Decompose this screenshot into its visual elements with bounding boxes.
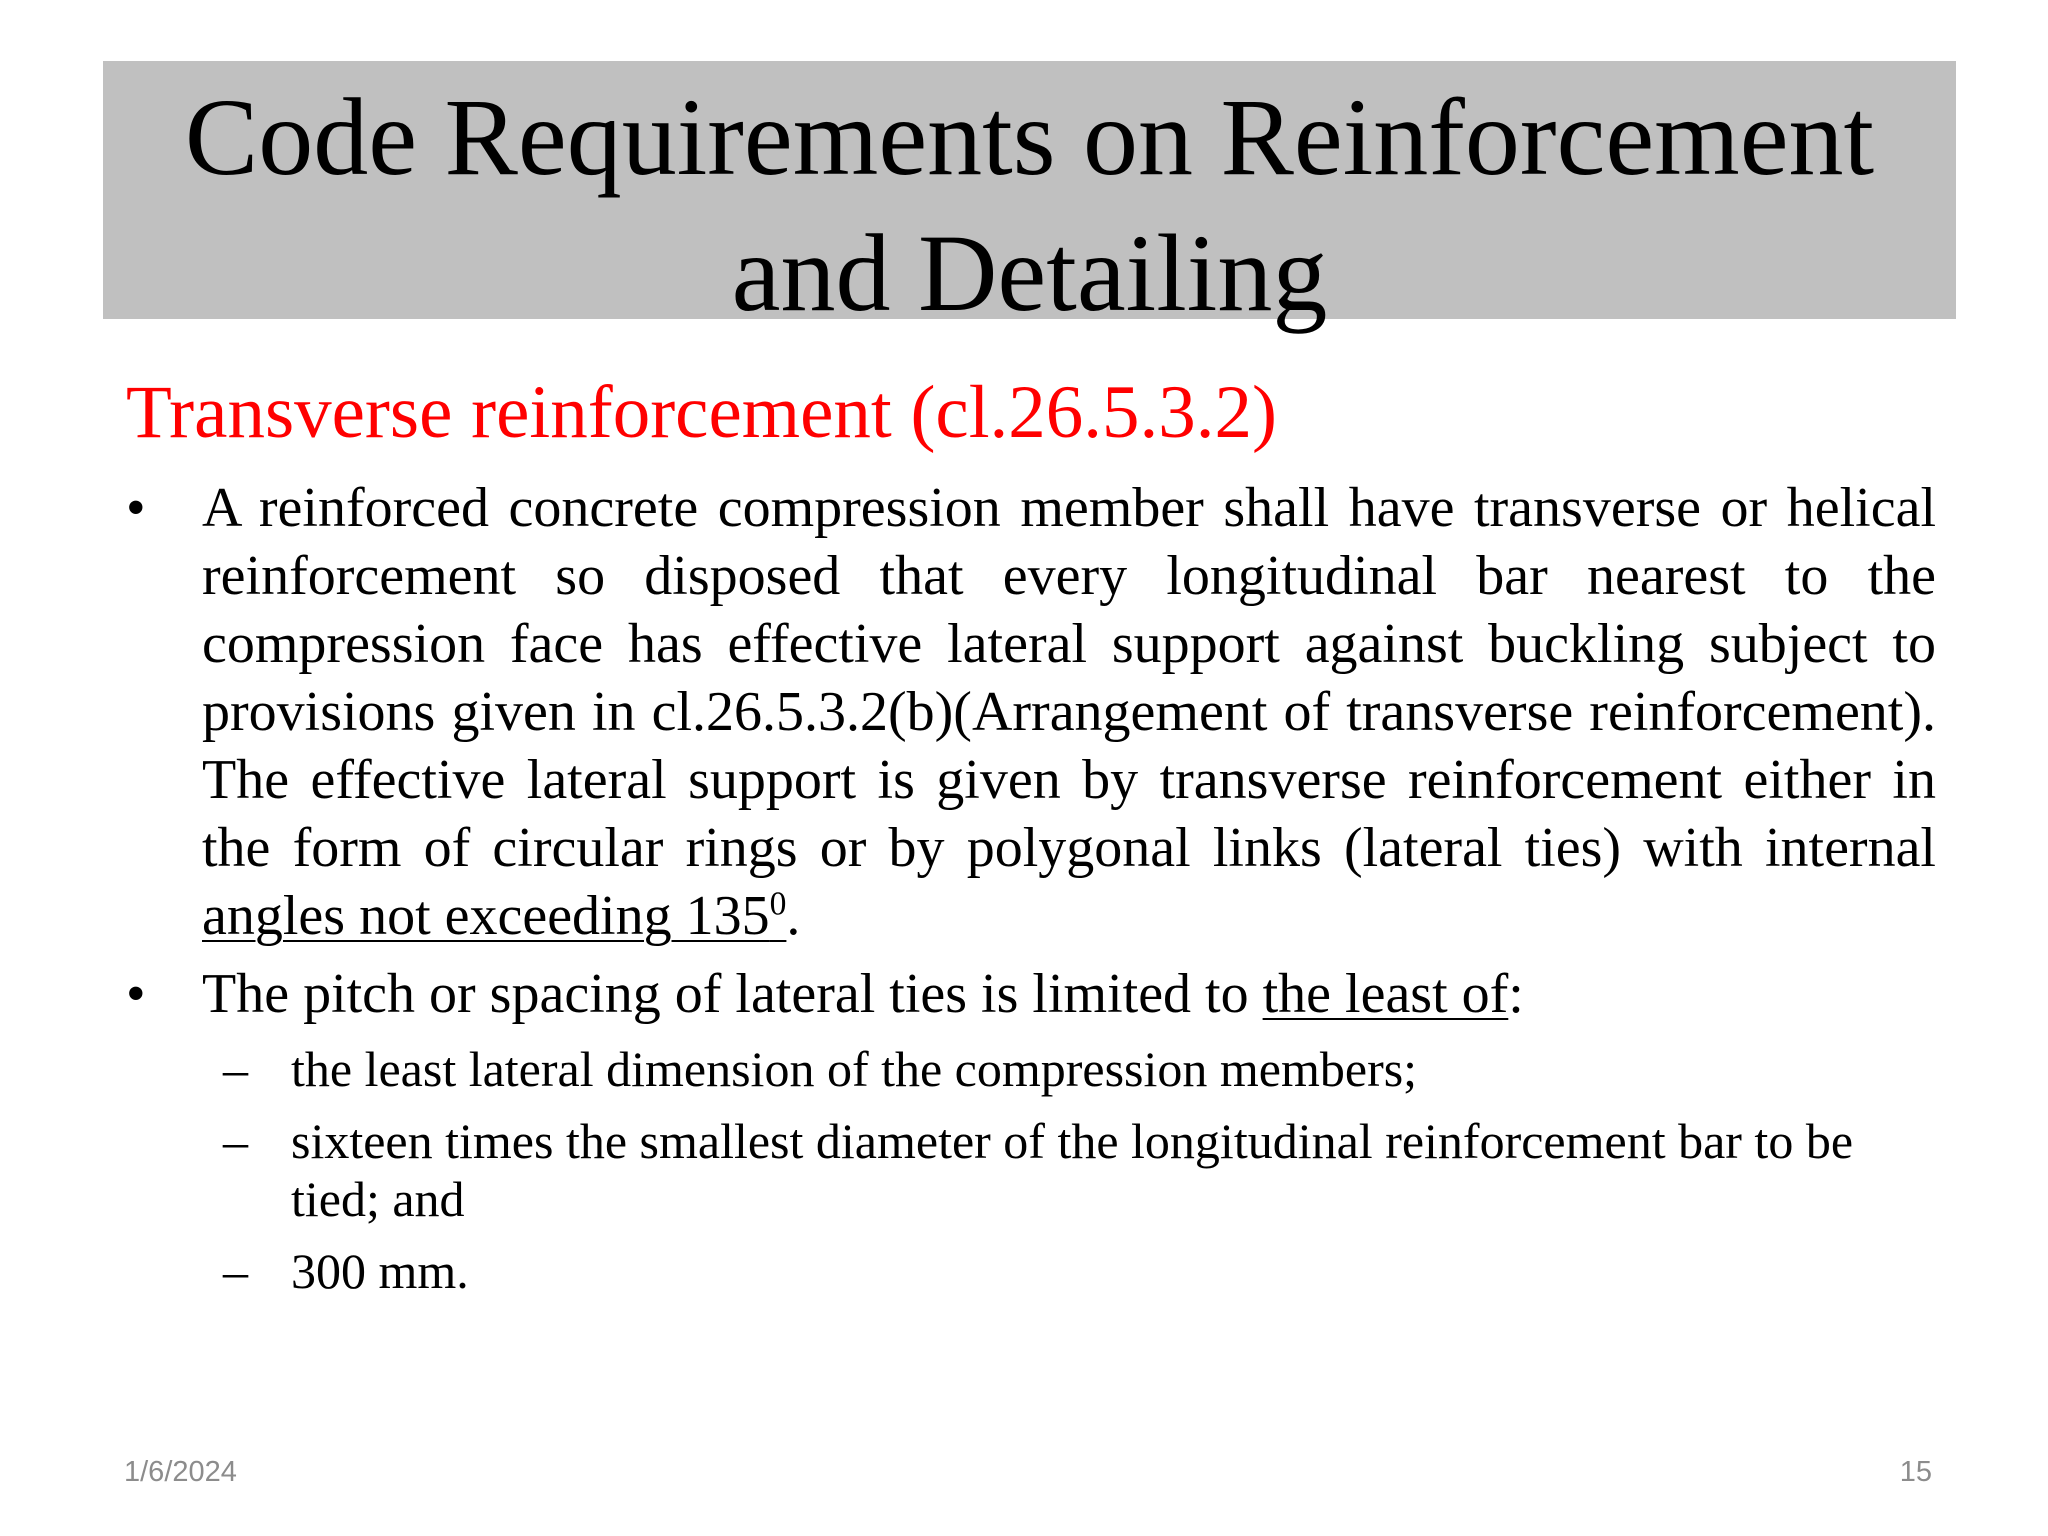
bullet-text-end: :	[1508, 963, 1524, 1025]
bullet-text: A reinforced concrete compression member shall have transverse or helical reinforcement so disposed that every longitudinal bar nearest to the compression face has effective lateral support against buckling subject to provisions given in cl.26.5.3.2(b)(Arrangement of transverse reinforcement). The effective lateral support is given by transverse reinforcement either in the form of circular rings or by polygonal links (lateral ties) with internal	[202, 477, 1936, 879]
underlined-text: angles not exceeding 135	[202, 885, 770, 947]
degree-superscript: 0	[769, 885, 787, 923]
title-banner	[103, 61, 1956, 334]
bullet-marker: •	[126, 477, 146, 539]
sub-bullet-item	[223, 1112, 1936, 1228]
slide-title-line-1: Code Requirements on Reinforcement	[184, 76, 1875, 198]
sub-bullet-text: the least lateral dimension of the compression members;	[291, 1041, 1418, 1097]
section-heading: Transverse reinforcement (cl.26.5.3.2)	[126, 371, 1278, 454]
sub-bullet-item	[223, 1040, 1936, 1098]
underlined-phrase	[202, 885, 786, 947]
underlined-phrase: the least of	[1262, 963, 1509, 1025]
bullet-text-end: .	[786, 885, 801, 947]
bullet-item-tie-spacing	[126, 960, 1936, 1028]
dash-marker: –	[223, 1113, 248, 1169]
bullet-text: The pitch or spacing of lateral ties is limited to	[202, 963, 1263, 1025]
bullet-item-lateral-support	[126, 474, 1936, 950]
sub-bullet-text: 300 mm.	[291, 1243, 469, 1299]
dash-marker: –	[223, 1041, 248, 1097]
sub-bullet-item	[223, 1242, 1936, 1300]
slide-title-line-2: and Detailing	[731, 212, 1328, 334]
bullet-marker: •	[126, 963, 146, 1025]
sub-bullet-text: sixteen times the smallest diameter of the longitudinal reinforcement bar to be tied; and	[291, 1113, 1854, 1227]
bullet-list	[126, 474, 1936, 1028]
footer-date: 1/6/2024	[124, 1456, 237, 1488]
footer-page-number: 15	[1899, 1456, 1932, 1488]
sub-bullet-list	[223, 1040, 1936, 1314]
dash-marker: –	[223, 1243, 248, 1299]
